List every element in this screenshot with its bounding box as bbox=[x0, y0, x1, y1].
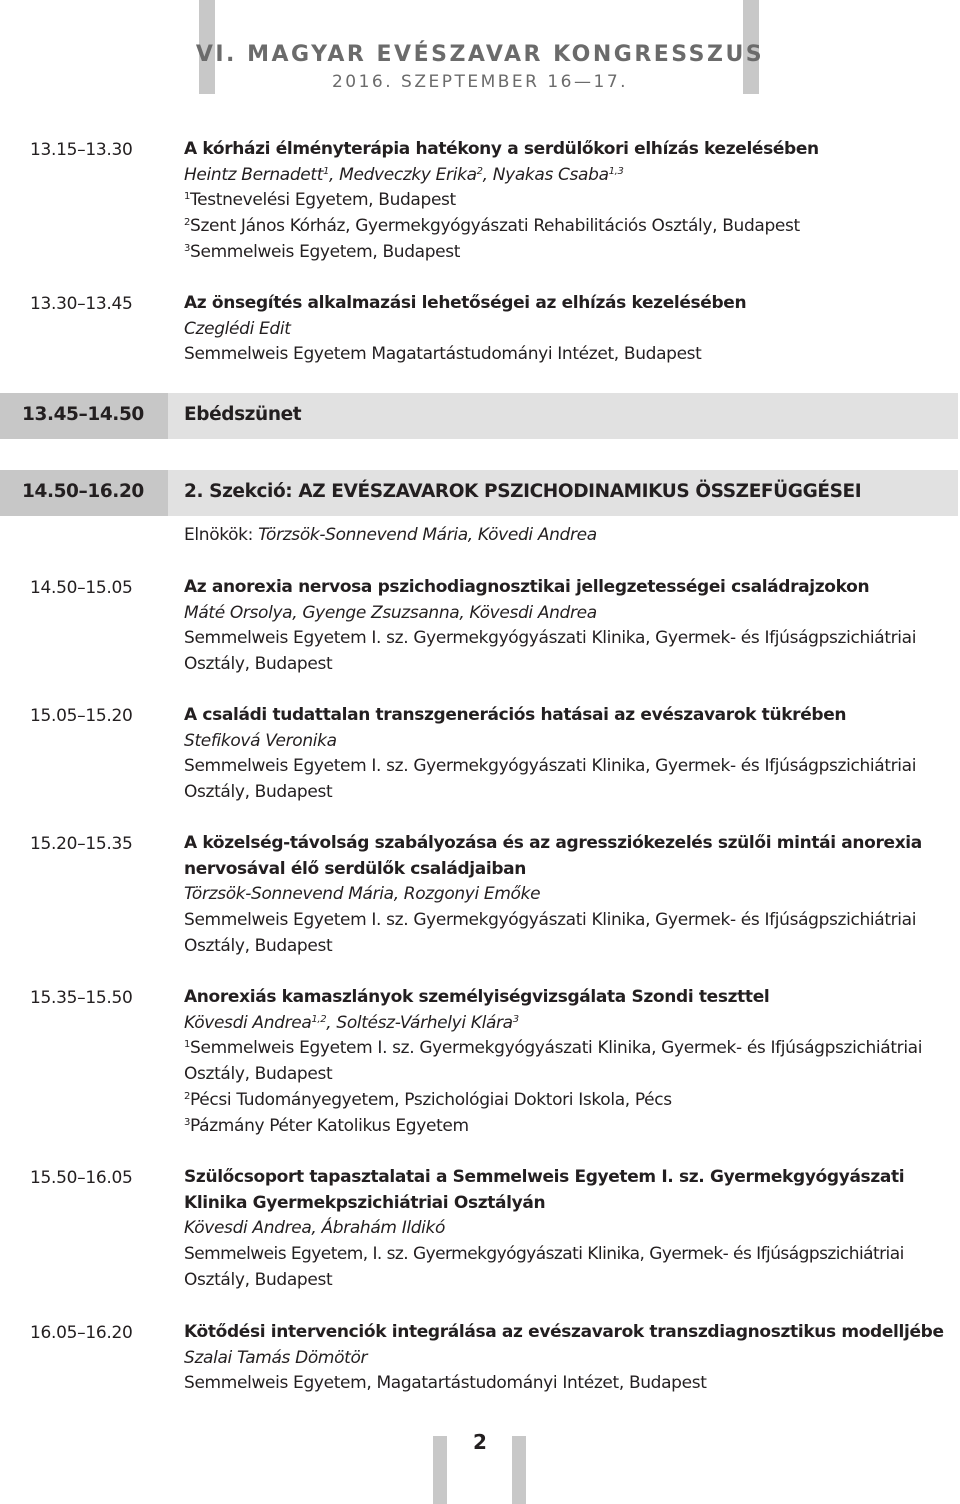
session-affiliation: $^3$Pázmány Péter Katolikus Egyetem bbox=[184, 1115, 469, 1136]
section-time: 14.50–16.20 bbox=[22, 481, 144, 502]
session-title: A közelség-távolság szabályozása és az agressziókezelés szülői mintái anorexia bbox=[184, 833, 922, 853]
session-affiliation: Semmelweis Egyetem Magatartástudományi Intézet, Budapest bbox=[184, 344, 702, 365]
session-time: 13.30–13.45 bbox=[30, 294, 133, 314]
section-title: 2. Szekció: AZ EVÉSZAVAROK PSZICHODINAMIKUS ÖSSZEFÜGGÉSEI bbox=[184, 481, 862, 502]
session-affiliation: $^1$Testnevelési Egyetem, Budapest bbox=[184, 190, 456, 211]
session-title: nervosával élő serdülők családjaiban bbox=[184, 858, 527, 879]
session-authors: Kövesdi Andrea$^{1,2}$, Soltész-Várhelyi Klára$^3$ bbox=[184, 1012, 519, 1033]
session-affiliation: Osztály, Budapest bbox=[184, 654, 333, 675]
session-title: Anorexiás kamaszlányok személyiségvizsgálata Szondi teszttel bbox=[184, 987, 770, 1007]
session-block bbox=[184, 703, 916, 806]
session-affiliation: Semmelweis Egyetem, I. sz. Gyermekgyógyászati Klinika, Gyermek- és Ifjúságpszichiátriai bbox=[184, 1244, 904, 1265]
session-time: 15.20–15.35 bbox=[30, 834, 133, 854]
session-affiliation: $^3$Semmelweis Egyetem, Budapest bbox=[184, 241, 461, 262]
session-affiliation: Semmelweis Egyetem I. sz. Gyermekgyógyászati Klinika, Gyermek- és Ifjúságpszichiátriai bbox=[184, 628, 917, 649]
session-title: Szülőcsoport tapasztalatai a Semmelweis Egyetem I. sz. Gyermekgyógyászati bbox=[184, 1167, 905, 1187]
session-block bbox=[184, 1165, 904, 1294]
session-title: Az önsegítés alkalmazási lehetőségei az elhízás kezelésében bbox=[184, 293, 747, 313]
session-affiliation: Semmelweis Egyetem I. sz. Gyermekgyógyászati Klinika, Gyermek- és Ifjúságpszichiátriai bbox=[184, 756, 917, 777]
session-time: 15.05–15.20 bbox=[30, 706, 133, 726]
section-band bbox=[0, 470, 958, 516]
session-affiliation: Osztály, Budapest bbox=[184, 935, 333, 956]
session-affiliation: Osztály, Budapest bbox=[184, 1064, 333, 1085]
session-time: 15.50–16.05 bbox=[30, 1168, 133, 1188]
session-affiliation: Semmelweis Egyetem, Magatartástudományi Intézet, Budapest bbox=[184, 1373, 707, 1394]
session-time: 13.15–13.30 bbox=[30, 140, 133, 160]
session-title: Kötődési intervenciók integrálása az evészavarok transzdiagnosztikus modelljébe bbox=[184, 1322, 944, 1342]
session-title: Klinika Gyermekpszichiátriai Osztályán bbox=[184, 1192, 546, 1213]
session-block bbox=[184, 291, 746, 368]
session-time: 16.05–16.20 bbox=[30, 1323, 133, 1343]
footer-bar-left bbox=[433, 1436, 447, 1504]
session-block bbox=[184, 575, 916, 678]
session-authors: Czeglédi Edit bbox=[184, 318, 291, 339]
session-affiliation: $^1$Semmelweis Egyetem I. sz. Gyermekgyógyászati Klinika, Gyermek- és Ifjúságpszichiátriai bbox=[184, 1038, 923, 1059]
session-authors: Stefiková Veronika bbox=[184, 730, 337, 751]
session-affiliation: $^2$Szent János Kórház, Gyermekgyógyászati Rehabilitációs Osztály, Budapest bbox=[184, 216, 800, 237]
session-authors: Szalai Tamás Dömötör bbox=[184, 1347, 368, 1368]
lunch-time: 13.45–14.50 bbox=[22, 404, 144, 425]
session-title: A családi tudattalan transzgenerációs hatásai az evészavarok tükrében bbox=[184, 705, 847, 725]
session-authors: Kövesdi Andrea, Ábrahám Ildikó bbox=[184, 1218, 446, 1239]
session-time: 14.50–15.05 bbox=[30, 578, 133, 598]
session-block bbox=[184, 1320, 944, 1397]
congress-date: 2016. SZEPTEMBER 16—17. bbox=[331, 72, 629, 92]
session-time: 15.35–15.50 bbox=[30, 988, 133, 1008]
page-number: 2 bbox=[473, 1430, 487, 1454]
session-title: Az anorexia nervosa pszichodiagnosztikai jellegzetességei családrajzokon bbox=[184, 577, 870, 597]
session-block bbox=[184, 137, 819, 266]
session-block bbox=[184, 831, 922, 960]
session-affiliation: $^2$Pécsi Tudományegyetem, Pszichológiai Doktori Iskola, Pécs bbox=[184, 1089, 672, 1110]
session-authors: Heintz Bernadett$^1$, Medveczky Erika$^2$, Nyakas Csaba$^{1,3}$ bbox=[184, 164, 624, 185]
footer-bar-right bbox=[512, 1436, 526, 1504]
session-authors: Máté Orsolya, Gyenge Zsuzsanna, Kövesdi Andrea bbox=[184, 602, 597, 623]
session-title: A kórházi élményterápia hatékony a serdülőkori elhízás kezelésében bbox=[184, 139, 819, 159]
congress-title: VI. MAGYAR EVÉSZAVAR KONGRESSZUS bbox=[195, 42, 765, 67]
session-block bbox=[184, 985, 922, 1139]
session-affiliation: Osztály, Budapest bbox=[184, 782, 333, 803]
session-affiliation: Semmelweis Egyetem I. sz. Gyermekgyógyászati Klinika, Gyermek- és Ifjúságpszichiátriai bbox=[184, 910, 917, 931]
section-chairs: Elnökök: Törzsök-Sonnevend Mária, Kövedi Andrea bbox=[184, 525, 597, 545]
session-authors: Törzsök-Sonnevend Mária, Rozgonyi Emőke bbox=[184, 884, 541, 905]
session-affiliation: Osztály, Budapest bbox=[184, 1269, 333, 1290]
lunch-band bbox=[0, 393, 958, 439]
lunch-label: Ebédszünet bbox=[184, 404, 302, 425]
